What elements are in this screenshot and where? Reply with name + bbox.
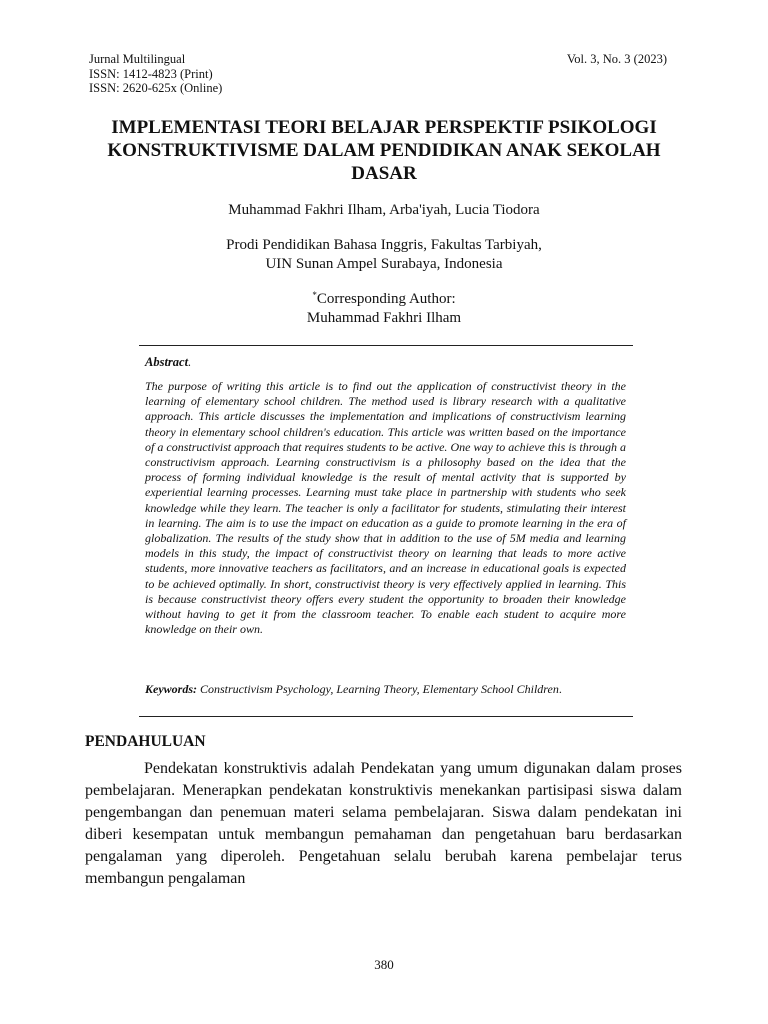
issn-print: ISSN: 1412-4823 (Print): [89, 66, 213, 81]
abstract-heading-text: Abstract: [145, 355, 189, 369]
abstract-text: The purpose of writing this article is to find out the application of constructivist theory in the learning of elementary school children. The method used is library research with a qualitative approach. This article discusses the implementation and implications of constructivism learning theory in elementary school children's education. This article was written based on the importance of a constructivist approach that requires students to be active. One way to achieve this is through a constructivism approach. Learning constructivism is a philosophy based on the idea that the process of forming individual knowledge is the result of mental activity that is supported by experiential learning processes. Learning must take place in partnership with students who seek knowledge while they learn. The teacher is only a facilitator for students, stimulating their interest in learning. The aim is to use the impact on education as a guide to promote learning in the era of globalization. The results of the study show that in addition to the use of 5M media and learning models in this study, the impact of constructivist theory on learning that leads to more active students, more innovative teachers as facilitators, and an increase in educational goals is expected to be achieved optimally. In short, constructivist theory is very effectively applied in learning. This is because constructivist theory offers every student the opportunity to broaden their knowledge without having to get it from the classroom teacher. To enable each student to acquire more knowledge on their own.: [145, 379, 626, 637]
issn-online: ISSN: 2620-625x (Online): [89, 81, 223, 95]
body-paragraph: Pendekatan konstruktivis adalah Pendekatan yang umum digunakan dalam proses pembelajaran. Menerapkan pendekatan konstruktivis menekankan partisipasi siswa dalam pengembangan dan penemuan materi selama pembelajaran. Siswa dalam pendekatan ini diberi kesempatan untuk membangun pemahaman dan pengetahuan baru berdasarkan pengalaman yang diperoleh. Pengetahuan selalu berubah karena pembelajar terus membangun pengalaman: [85, 760, 682, 887]
journal-volume: Vol. 3, No. 3 (2023): [566, 52, 667, 66]
section-heading: PENDAHULUAN: [85, 733, 206, 750]
corresponding-label-text: Corresponding Author:: [316, 291, 456, 307]
keywords-label: Keywords:: [145, 682, 197, 696]
abstract-top-rule: [139, 345, 633, 346]
journal-name: Jurnal Multilingual: [89, 52, 186, 66]
abstract-heading-punct: .: [188, 355, 192, 369]
abstract-heading: [145, 355, 191, 370]
keywords-end: .: [558, 682, 562, 696]
keywords: [145, 682, 635, 697]
abstract-bottom-rule: [139, 716, 633, 717]
corresponding-author-name: Muhammad Fakhri Ilham: [306, 310, 462, 326]
keywords-text: Constructivism Psychology, Learning Theory, Elementary School Children: [200, 682, 559, 696]
corresponding-author-label: [80, 290, 688, 309]
paper-title: IMPLEMENTASI TEORI BELAJAR PERSPEKTIF PSIKOLOGI KONSTRUKTIVISME DALAM PENDIDIKAN ANAK SEKOLAH DASAR: [107, 117, 661, 184]
affiliation-line-2: UIN Sunan Ampel Surabaya, Indonesia: [265, 256, 503, 272]
page-number: 380: [374, 957, 394, 972]
corresponding-marker: *: [312, 290, 317, 300]
journal-header: [89, 52, 222, 96]
author-list: Muhammad Fakhri Ilham, Arba'iyah, Lucia Tiodora: [228, 202, 540, 218]
affiliation-line-1: Prodi Pendidikan Bahasa Inggris, Fakultas Tarbiyah,: [226, 237, 542, 253]
